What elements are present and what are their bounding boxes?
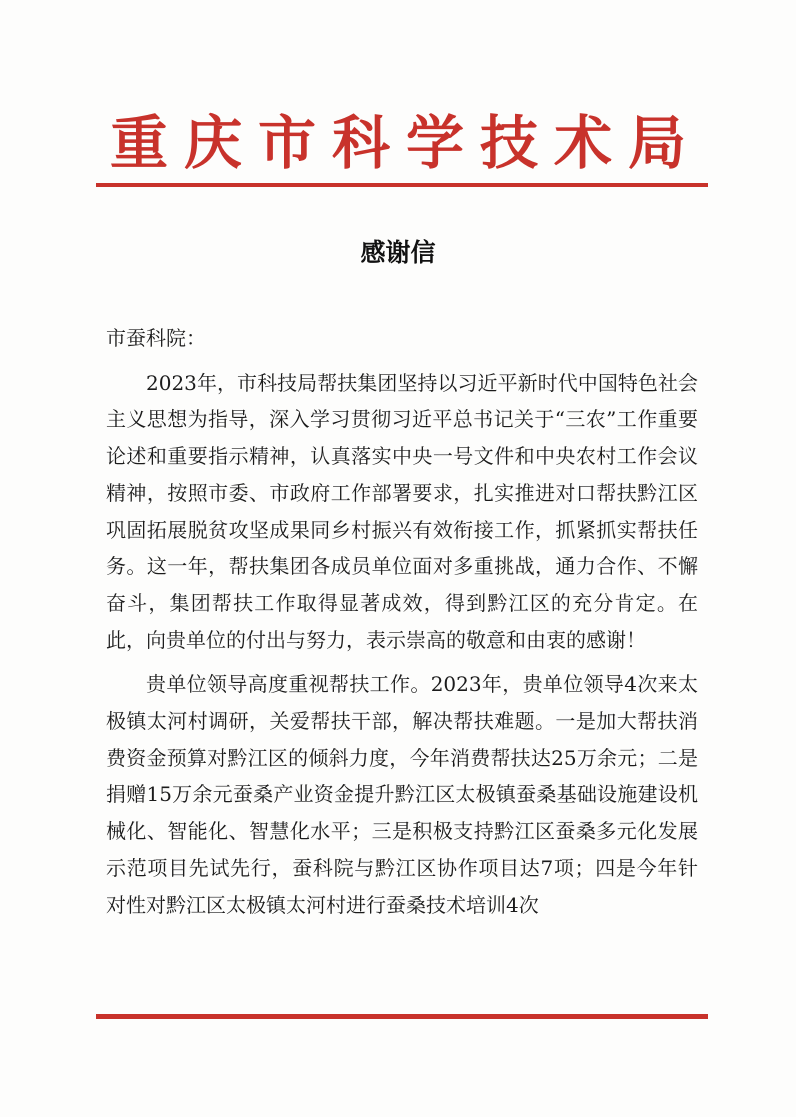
document-title: 感谢信 [360, 238, 436, 267]
letter-body [106, 320, 698, 931]
salutation: 市蚕科院： [106, 326, 206, 350]
footer-red-rule [96, 1014, 708, 1019]
paragraph-2: 贵单位领导高度重视帮扶工作。2023年，贵单位领导4次来太极镇太河村调研，关爱帮扶干部，解决帮扶难题。一是加大帮扶消费资金预算对黔江区的倾斜力度，今年消费帮扶达25万余元；二是捐赠15万余元蚕桑产业资金提升黔江区太极镇蚕桑基础设施建设机械化、智能化、智慧化水平；三是积极支持黔江区蚕桑多元化发展示范项目先试先行，蚕科院与黔江区协作项目达7项；四是今年针对性对黔江区太极镇太河村进行蚕桑技术培训4次 [106, 672, 698, 917]
letterhead-title: 重庆市科学技术局 [109, 109, 702, 177]
paragraph-1: 2023年，市科技局帮扶集团坚持以习近平新时代中国特色社会主义思想为指导，深入学习贯彻习近平总书记关于“三农”工作重要论述和重要指示精神，认真落实中央一号文件和中央农村工作会议精神，按照市委、市政府工作部署要求，扎实推进对口帮扶黔江区巩固拓展脱贫攻坚成果同乡村振兴有效衔接工作，抓紧抓实帮扶任务。这一年，帮扶集团各成员单位面对多重挑战，通力合作、不懈奋斗，集团帮扶工作取得显著成效，得到黔江区的充分肯定。在此，向贵单位的付出与努力，表示崇高的敬意和由衷的感谢！ [106, 370, 698, 652]
letterhead-red-rule [96, 183, 708, 187]
